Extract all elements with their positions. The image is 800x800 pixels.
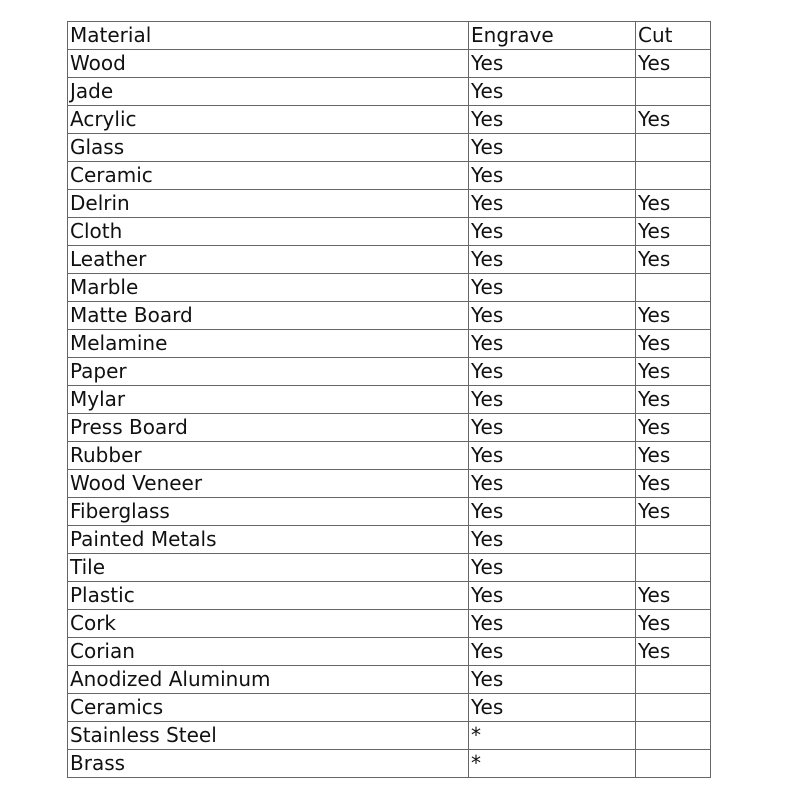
material-cell: Marble xyxy=(68,274,469,302)
table-row xyxy=(68,106,711,134)
engrave-cell: Yes xyxy=(469,498,636,526)
material-cell: Tile xyxy=(68,554,469,582)
cut-cell xyxy=(636,134,711,162)
engrave-cell: Yes xyxy=(469,190,636,218)
table-row xyxy=(68,526,711,554)
material-cell: Melamine xyxy=(68,330,469,358)
material-cell: Delrin xyxy=(68,190,469,218)
engrave-cell: Yes xyxy=(469,78,636,106)
engrave-cell: Yes xyxy=(469,386,636,414)
material-cell: Glass xyxy=(68,134,469,162)
cut-cell: Yes xyxy=(636,386,711,414)
table-row xyxy=(68,134,711,162)
table-row xyxy=(68,638,711,666)
material-cell: Ceramics xyxy=(68,694,469,722)
table-row xyxy=(68,470,711,498)
engrave-cell: * xyxy=(469,750,636,778)
material-cell: Wood xyxy=(68,50,469,78)
material-cell: Cloth xyxy=(68,218,469,246)
material-cell: Paper xyxy=(68,358,469,386)
material-cell: Rubber xyxy=(68,442,469,470)
table-row xyxy=(68,302,711,330)
table-row xyxy=(68,694,711,722)
engrave-cell: Yes xyxy=(469,694,636,722)
engrave-cell: Yes xyxy=(469,358,636,386)
materials-table-container xyxy=(67,21,710,778)
engrave-cell: Yes xyxy=(469,610,636,638)
engrave-cell: Yes xyxy=(469,526,636,554)
cut-cell: Yes xyxy=(636,610,711,638)
material-cell: Acrylic xyxy=(68,106,469,134)
cut-cell: Yes xyxy=(636,498,711,526)
header-engrave: Engrave xyxy=(469,22,636,50)
cut-cell: Yes xyxy=(636,414,711,442)
materials-table xyxy=(67,21,711,778)
engrave-cell: Yes xyxy=(469,330,636,358)
engrave-cell: Yes xyxy=(469,582,636,610)
material-cell: Ceramic xyxy=(68,162,469,190)
cut-cell: Yes xyxy=(636,302,711,330)
cut-cell: Yes xyxy=(636,470,711,498)
engrave-cell: Yes xyxy=(469,50,636,78)
material-cell: Plastic xyxy=(68,582,469,610)
table-row xyxy=(68,274,711,302)
table-row xyxy=(68,498,711,526)
table-row xyxy=(68,162,711,190)
cut-cell xyxy=(636,694,711,722)
cut-cell xyxy=(636,78,711,106)
material-cell: Anodized Aluminum xyxy=(68,666,469,694)
engrave-cell: Yes xyxy=(469,470,636,498)
header-cut: Cut xyxy=(636,22,711,50)
table-row xyxy=(68,750,711,778)
table-row xyxy=(68,246,711,274)
table-row xyxy=(68,722,711,750)
materials-table-body xyxy=(68,22,711,778)
cut-cell: Yes xyxy=(636,638,711,666)
cut-cell: Yes xyxy=(636,218,711,246)
engrave-cell: Yes xyxy=(469,274,636,302)
engrave-cell: Yes xyxy=(469,414,636,442)
table-row xyxy=(68,218,711,246)
material-cell: Cork xyxy=(68,610,469,638)
table-row xyxy=(68,442,711,470)
cut-cell xyxy=(636,554,711,582)
table-row xyxy=(68,610,711,638)
material-cell: Wood Veneer xyxy=(68,470,469,498)
engrave-cell: Yes xyxy=(469,106,636,134)
cut-cell: Yes xyxy=(636,442,711,470)
header-material: Material xyxy=(68,22,469,50)
cut-cell: Yes xyxy=(636,358,711,386)
table-row xyxy=(68,358,711,386)
cut-cell xyxy=(636,666,711,694)
cut-cell xyxy=(636,162,711,190)
cut-cell: Yes xyxy=(636,246,711,274)
material-cell: Fiberglass xyxy=(68,498,469,526)
table-row xyxy=(68,414,711,442)
engrave-cell: Yes xyxy=(469,554,636,582)
engrave-cell: * xyxy=(469,722,636,750)
engrave-cell: Yes xyxy=(469,162,636,190)
material-cell: Mylar xyxy=(68,386,469,414)
material-cell: Corian xyxy=(68,638,469,666)
table-row xyxy=(68,78,711,106)
cut-cell xyxy=(636,274,711,302)
material-cell: Press Board xyxy=(68,414,469,442)
table-row xyxy=(68,190,711,218)
material-cell: Matte Board xyxy=(68,302,469,330)
table-row xyxy=(68,330,711,358)
material-cell: Brass xyxy=(68,750,469,778)
table-row xyxy=(68,386,711,414)
cut-cell xyxy=(636,722,711,750)
cut-cell: Yes xyxy=(636,50,711,78)
cut-cell: Yes xyxy=(636,106,711,134)
engrave-cell: Yes xyxy=(469,638,636,666)
cut-cell xyxy=(636,750,711,778)
engrave-cell: Yes xyxy=(469,218,636,246)
cut-cell: Yes xyxy=(636,582,711,610)
cut-cell: Yes xyxy=(636,330,711,358)
material-cell: Stainless Steel xyxy=(68,722,469,750)
material-cell: Leather xyxy=(68,246,469,274)
engrave-cell: Yes xyxy=(469,134,636,162)
table-row xyxy=(68,582,711,610)
material-cell: Jade xyxy=(68,78,469,106)
cut-cell xyxy=(636,526,711,554)
material-cell: Painted Metals xyxy=(68,526,469,554)
engrave-cell: Yes xyxy=(469,666,636,694)
table-row xyxy=(68,50,711,78)
engrave-cell: Yes xyxy=(469,442,636,470)
engrave-cell: Yes xyxy=(469,246,636,274)
table-row xyxy=(68,666,711,694)
table-header-row xyxy=(68,22,711,50)
cut-cell: Yes xyxy=(636,190,711,218)
table-row xyxy=(68,554,711,582)
engrave-cell: Yes xyxy=(469,302,636,330)
